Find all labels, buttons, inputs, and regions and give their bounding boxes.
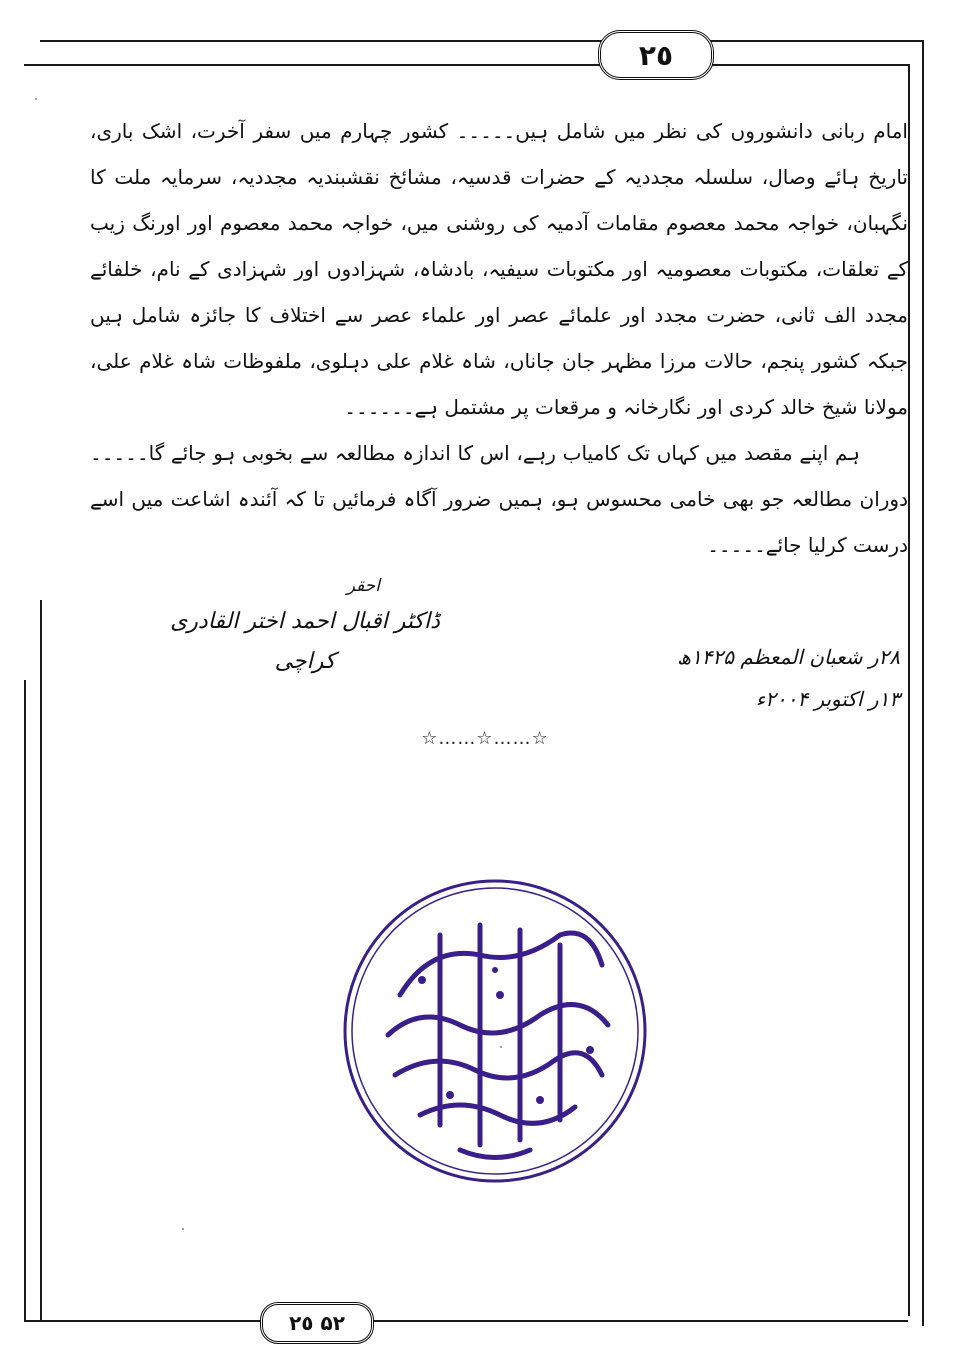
signature-humble: احقر bbox=[346, 576, 380, 596]
page-number-bottom-badge: ٢٥ ۵٢ bbox=[260, 1302, 374, 1344]
calligraphy-seal bbox=[340, 875, 650, 1187]
signature-name: ڈاکٹر اقبال احمد اختر القادری bbox=[170, 609, 440, 634]
frame-bottom-rule bbox=[24, 1320, 908, 1322]
star-separator: ☆……☆……☆ bbox=[421, 728, 549, 749]
date-block bbox=[640, 636, 900, 720]
signature-block bbox=[160, 576, 450, 682]
paragraph: امام ربانی دانشوروں کی نظر میں شامل ہیں۔۔۔۔۔ کشور چہارم میں سفر آخرت، اشک باری، تاریخ ہائے وصال، سلسلہ مجددیہ کے حضرات قدسیہ، مشائخ نقشبندیہ مجددیہ، سرمایہ ملت کا نگہبان، خواجہ محمد معصوم مقامات آدمیہ کی روشنی میں، خواجہ محمد معصوم اور اورنگ زیب کے تعلقات، مکتوبات معصومیہ اور مکتوبات سیفیہ، بادشاہ، شہزادوں اور شہزادی کے نام، خلفائے مجدد الف ثانی، حضرت مجدد اور علمائے عصر اور علماء عصر سے اختلاف کا جائزہ شامل ہیں جبکہ کشور پنجم، حالات مرزا مظہر جان جاناں، شاہ غلام علی دہلوی، ملفوظات شاہ غلام علی، مولانا شیخ خالد کردی اور نگارخانہ و مرقعات پر مشتمل ہے۔۔۔۔۔۔ bbox=[90, 119, 908, 419]
seal-dots bbox=[418, 967, 594, 1104]
seal-calligraphy bbox=[388, 925, 608, 1158]
scan-speck bbox=[500, 1046, 502, 1048]
date-hijri: ۲۸ر شعبان المعظم ۱۴۲۵ھ bbox=[677, 645, 900, 669]
page-number-badge: ٢٥ bbox=[598, 30, 714, 80]
scan-speck bbox=[35, 98, 37, 100]
body-text bbox=[90, 108, 908, 568]
date-gregorian: ۱۳ر اکتوبر ۲۰۰۴ء bbox=[755, 687, 900, 711]
signature-city: کراچی bbox=[274, 649, 336, 674]
scan-speck bbox=[182, 1228, 184, 1230]
frame-left-edge bbox=[40, 600, 42, 1320]
paragraph: ہم اپنے مقصد میں کہاں تک کامیاب رہے، اس کا اندازہ مطالعہ سے بخوبی ہو جائے گا۔۔۔۔۔ دوران مطالعہ جو بھی خامی محسوس ہو، ہمیں ضرور آگاہ فرمائیں تا کہ آئندہ اشاعت میں اسے درست کرلیا جائے۔۔۔۔۔ bbox=[90, 441, 908, 557]
frame-left-edge-inner bbox=[24, 680, 26, 1320]
